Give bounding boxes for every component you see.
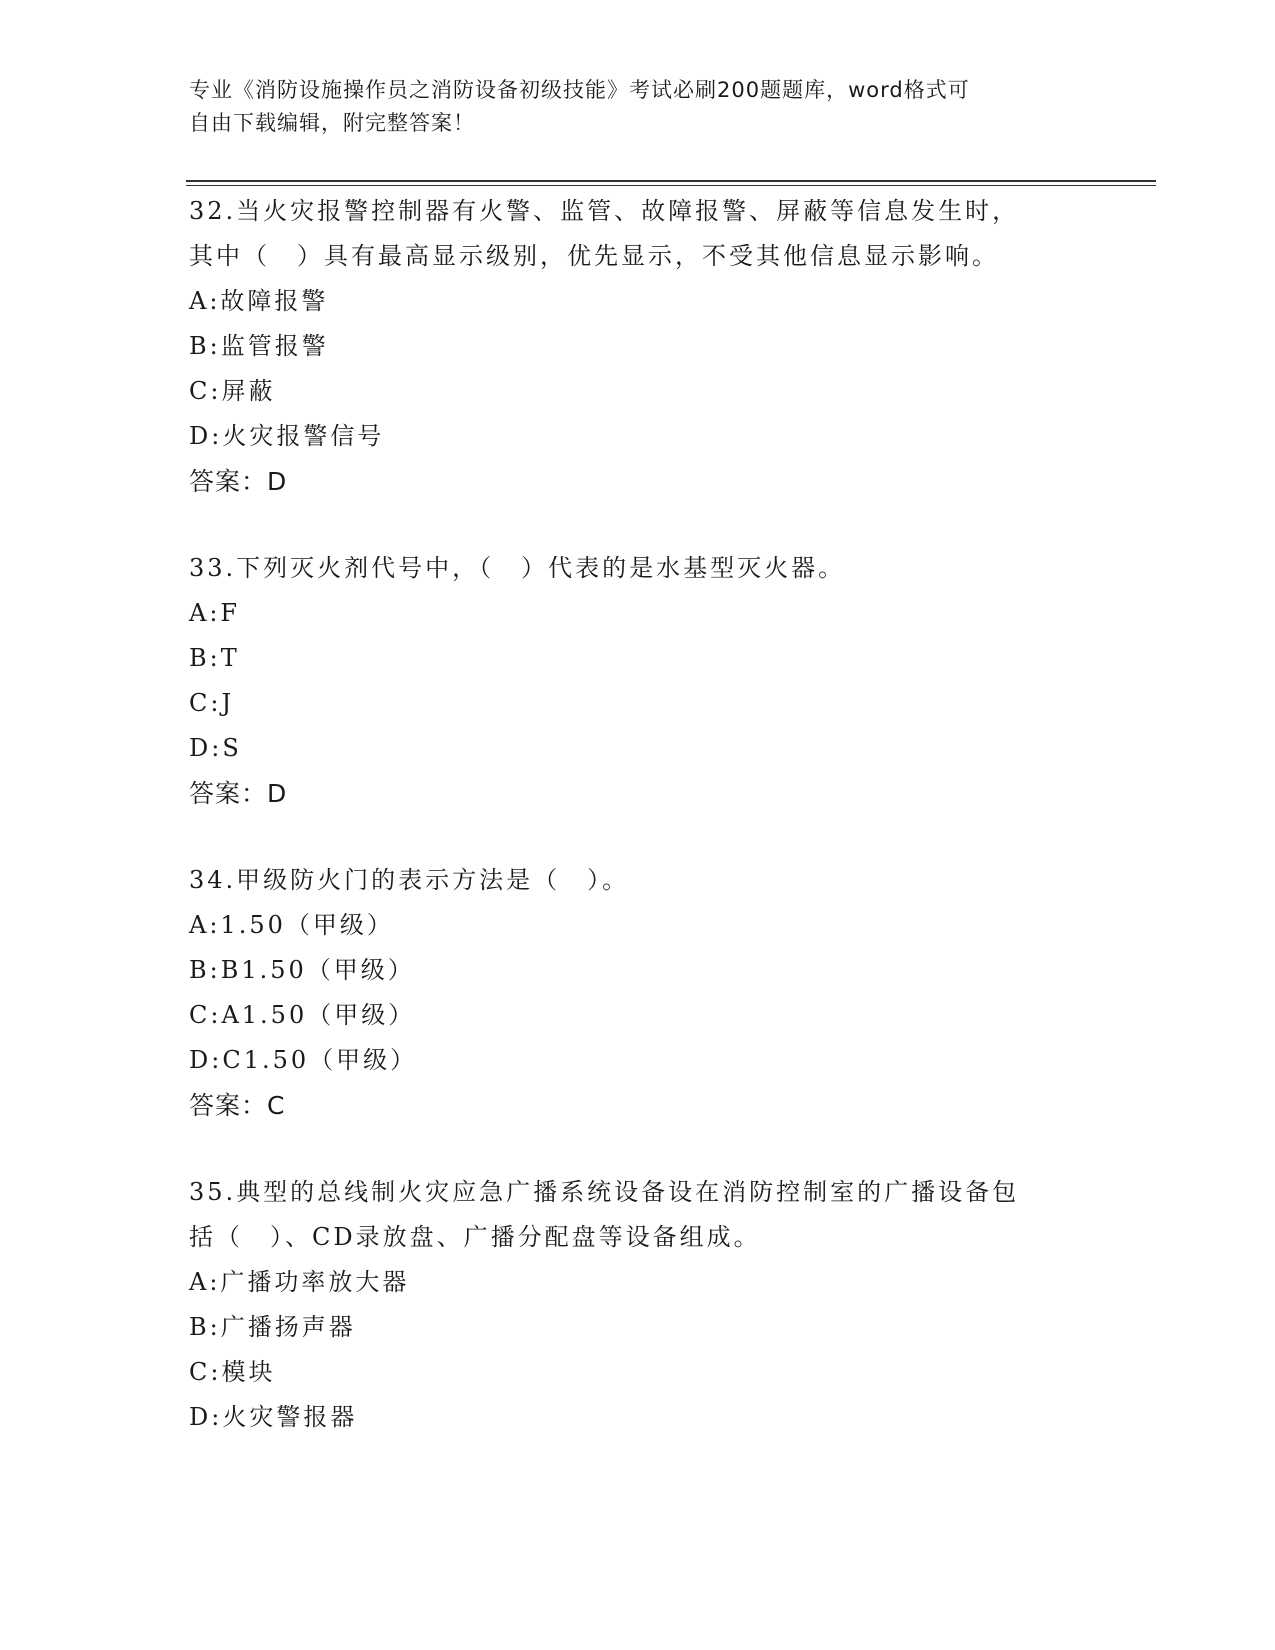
option-d: D:火灾报警信号	[189, 422, 385, 450]
option-a: A:F	[189, 599, 241, 627]
question-text: 32.当火灾报警控制器有火警、监管、故障报警、屏蔽等信息发生时， 其中（ ）具有最高显示级别，优先显示，不受其他信息显示影响。	[189, 197, 1020, 270]
option-c: C:J	[189, 689, 235, 717]
option-c: C:模块	[189, 1358, 276, 1386]
option-c: C:A1.50（甲级）	[189, 1001, 416, 1029]
option-d: D:火灾警报器	[189, 1403, 358, 1431]
option-d: D:C1.50（甲级）	[189, 1046, 418, 1074]
header-divider-top	[186, 180, 1156, 182]
option-d: D:S	[189, 734, 242, 762]
option-b: B:T	[189, 644, 240, 672]
question-33	[189, 546, 1089, 816]
option-a: A:故障报警	[189, 287, 329, 315]
answer: 答案：D	[189, 779, 288, 808]
question-text: 33.下列灭火剂代号中，（ ）代表的是水基型灭火器。	[189, 554, 846, 582]
option-b: B:广播扬声器	[189, 1313, 356, 1341]
option-a: A:1.50（甲级）	[189, 911, 394, 939]
question-35	[189, 1170, 1089, 1440]
document-header: 专业《消防设施操作员之消防设备初级技能》考试必刷200题题库，word格式可 自由下载编辑，附完整答案！	[189, 78, 970, 135]
header-divider-bottom	[186, 185, 1156, 186]
option-b: B:监管报警	[189, 332, 329, 360]
option-c: C:屏蔽	[189, 377, 276, 405]
option-b: B:B1.50（甲级）	[189, 956, 415, 984]
answer: 答案：C	[189, 1091, 286, 1120]
option-a: A:广播功率放大器	[189, 1268, 410, 1296]
question-text: 35.典型的总线制火灾应急广播系统设备设在消防控制室的广播设备包 括（ ）、CD录放盘、广播分配盘等设备组成。	[189, 1178, 1020, 1251]
answer: 答案：D	[189, 467, 288, 496]
question-34	[189, 858, 1089, 1128]
question-32	[189, 189, 1089, 504]
question-text: 34.甲级防火门的表示方法是（ ）。	[189, 866, 630, 894]
